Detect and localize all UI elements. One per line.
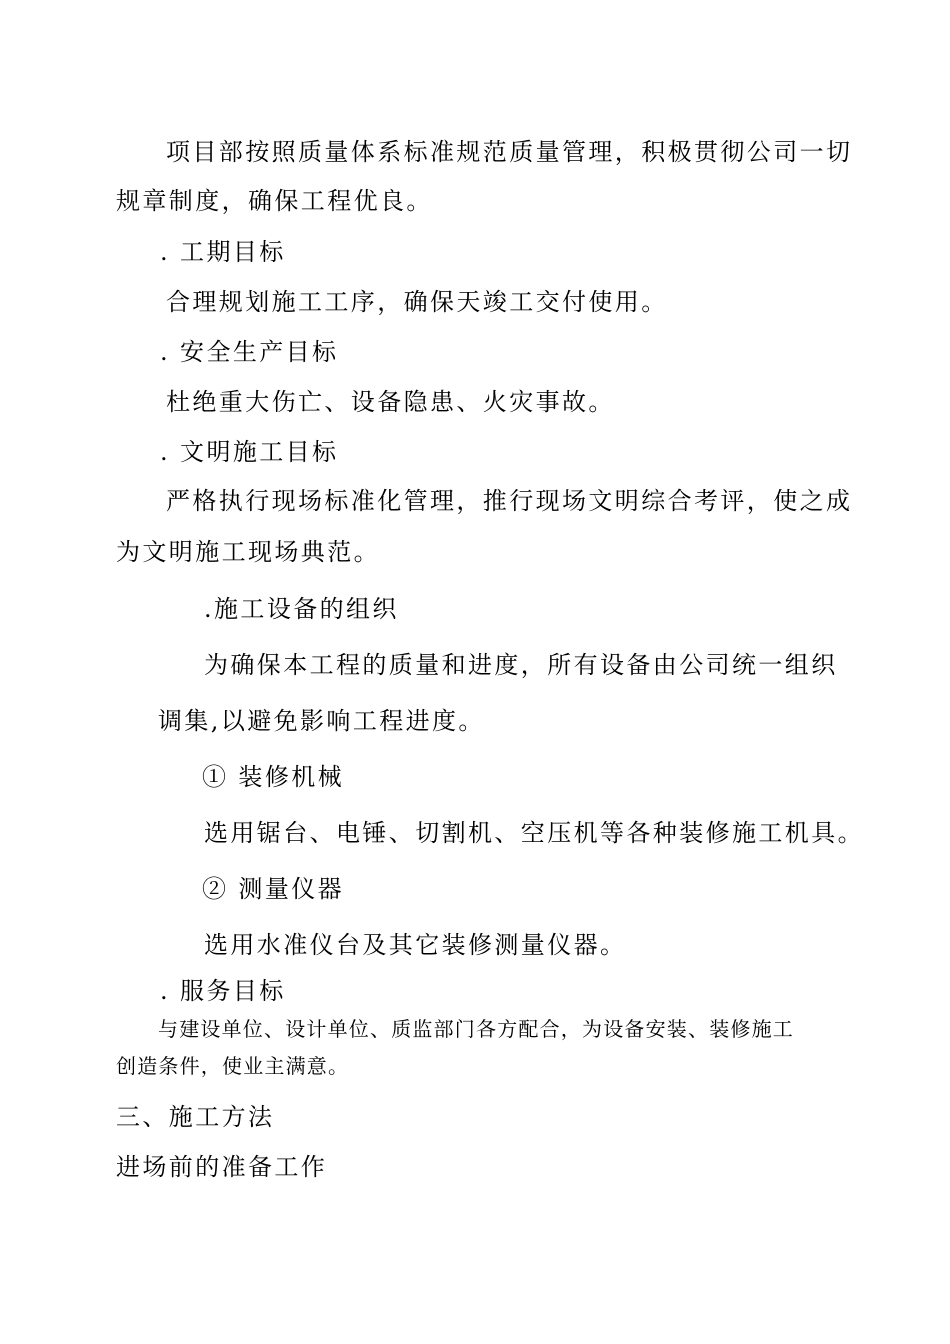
civil-construction-line-1: 严格执行现场标准化管理，推行现场文明综合考评，使之成 [166, 487, 853, 515]
equipment-organization-heading: .施工设备的组织 [204, 595, 399, 623]
item-surveying-instruments-title: ② 测量仪器 [202, 875, 345, 903]
safety-goal-heading: . 安全生产目标 [160, 338, 339, 366]
item-surveying-instruments-text: 选用水准仪台及其它装修测量仪器。 [204, 931, 627, 959]
service-goal-line-1: 与建设单位、设计单位、质监部门各方配合，为设备安装、装修施工 [158, 1017, 794, 1041]
schedule-goal-heading: . 工期目标 [160, 238, 286, 266]
preparation-heading: 进场前的准备工作 [116, 1153, 328, 1181]
construction-method-heading: 三、施工方法 [116, 1103, 275, 1131]
civil-construction-heading: . 文明施工目标 [160, 438, 339, 466]
equipment-paragraph-line-2: 调集,以避免影响工程进度。 [158, 707, 485, 735]
service-goal-line-2: 创造条件，使业主满意。 [116, 1054, 350, 1078]
equipment-paragraph-line-1: 为确保本工程的质量和进度，所有设备由公司统一组织 [204, 651, 838, 679]
safety-goal-text: 杜绝重大伤亡、设备隐患、火灾事故。 [166, 388, 615, 416]
civil-construction-line-2: 为文明施工现场典范。 [116, 538, 380, 566]
quality-paragraph-line-2: 规章制度，确保工程优良。 [116, 187, 433, 215]
item-decoration-machinery-text: 选用锯台、电锤、切割机、空压机等各种装修施工机具。 [204, 819, 864, 847]
service-goal-heading: . 服务目标 [160, 977, 286, 1005]
schedule-goal-text: 合理规划施工工序，确保天竣工交付使用。 [166, 288, 668, 316]
item-decoration-machinery-title: ① 装修机械 [202, 763, 345, 791]
quality-paragraph-line-1: 项目部按照质量体系标准规范质量管理，积极贯彻公司一切 [166, 138, 853, 166]
